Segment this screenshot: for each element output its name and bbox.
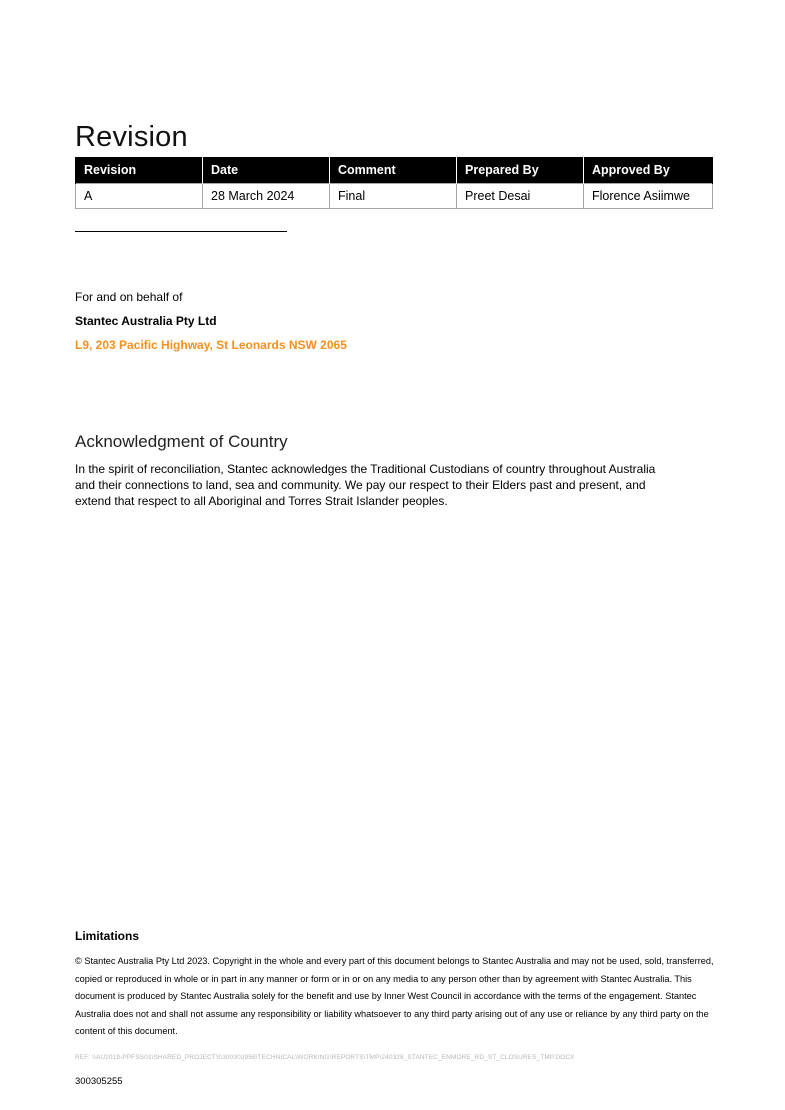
document-number: 300305255 (75, 1076, 123, 1087)
file-reference (75, 1054, 575, 1061)
revision-table (75, 157, 713, 209)
column-header-comment: Comment (330, 157, 457, 184)
column-header-revision: Revision (76, 157, 203, 184)
cell-prepared-by: Preet Desai (457, 184, 584, 209)
table-row (76, 184, 713, 209)
cell-date: 28 March 2024 (203, 184, 330, 209)
acknowledgment-body: In the spirit of reconciliation, Stantec acknowledges the Traditional Custodians of country throughout Australia and their connections to land, sea and community. We pay our respect to their Elders past and present, and extend that respect to all Aboriginal and Torres Strait Islander peoples. (75, 462, 656, 508)
company-name: Stantec Australia Pty Ltd (75, 314, 217, 328)
cell-comment: Final (330, 184, 457, 209)
ref-path: \\AU2019-PPFSS01\SHARED_PROJECTS\300303958\TECHNICAL\WORKING\REPORTS\TMP\240328_STANTEC_ENMORE_RD_ST_CLOSURES_TMP.DOCX (92, 1054, 575, 1061)
signature-line (75, 231, 287, 232)
behalf-text: For and on behalf of (75, 290, 183, 304)
revision-heading: Revision (75, 121, 188, 153)
limitations-body: © Stantec Australia Pty Ltd 2023. Copyright in the whole and every part of this document belongs to Stantec Australia and may not be used, sold, transferred, copied or reproduced in whole or in part in any manner or form or in or on any media to any person other than by agreement with Stantec Australia. This document is produced by Stantec Australia solely for the benefit and use by Inner West Council in accordance with the terms of the engagement. Stantec Australia does not and shall not assume any responsibility or liability whatsoever to any third party arising out of any use or reliance by any third party on the content of this document. (75, 956, 714, 1036)
limitations-heading: Limitations (75, 929, 140, 943)
column-header-date: Date (203, 157, 330, 184)
revision-table-header-row (76, 157, 713, 184)
ref-label: REF: (75, 1054, 91, 1061)
cell-revision: A (76, 184, 203, 209)
company-address: L9, 203 Pacific Highway, St Leonards NSW 2065 (75, 338, 347, 352)
column-header-approved-by: Approved By (584, 157, 713, 184)
cell-approved-by: Florence Asiimwe (584, 184, 713, 209)
column-header-prepared-by: Prepared By (457, 157, 584, 184)
acknowledgment-heading: Acknowledgment of Country (75, 432, 288, 451)
